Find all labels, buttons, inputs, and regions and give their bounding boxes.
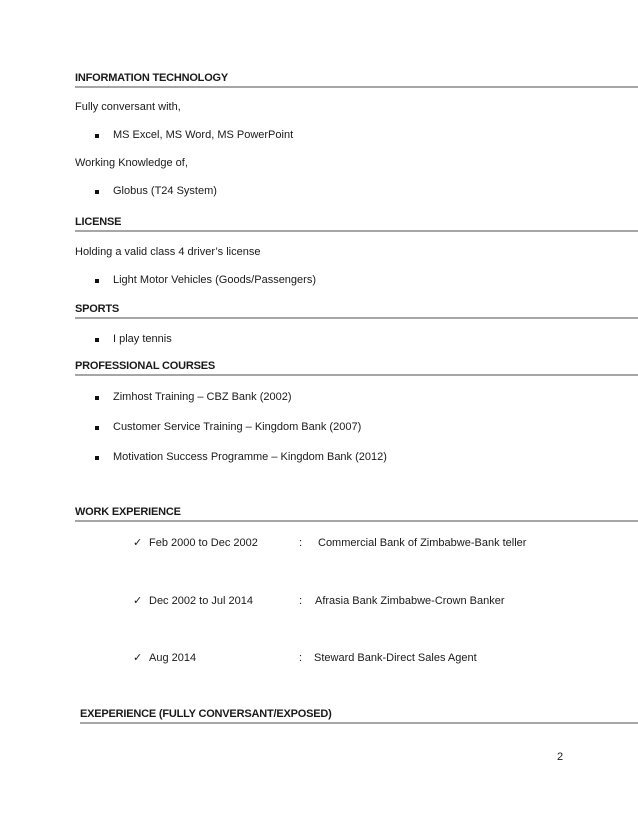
- square-bullet-icon: [95, 426, 99, 430]
- course-item: Motivation Success Programme – Kingdom Bank (2012): [113, 451, 387, 463]
- it-line-conversant: Fully conversant with,: [75, 101, 181, 113]
- course-item: Zimhost Training – CBZ Bank (2002): [113, 391, 292, 403]
- course-item: Customer Service Training – Kingdom Bank (2007): [113, 421, 362, 433]
- section-rule: [80, 722, 638, 724]
- section-rule: [75, 520, 638, 522]
- heading-license: LICENSE: [75, 216, 122, 228]
- heading-experience: EXEPERIENCE (FULLY CONVERSANT/EXPOSED): [80, 708, 332, 720]
- square-bullet-icon: [95, 338, 99, 342]
- work-role: Afrasia Bank Zimbabwe-Crown Banker: [315, 595, 505, 607]
- checkmark-icon: ✓: [133, 536, 143, 549]
- section-rule: [75, 86, 638, 88]
- sports-item: I play tennis: [113, 333, 172, 345]
- license-line: Holding a valid class 4 driver’s license: [75, 246, 261, 258]
- work-separator: :: [299, 652, 303, 664]
- license-item: Light Motor Vehicles (Goods/Passengers): [113, 274, 316, 286]
- section-rule: [75, 230, 638, 232]
- section-rule: [75, 374, 638, 376]
- checkmark-icon: ✓: [133, 594, 143, 607]
- square-bullet-icon: [95, 396, 99, 400]
- work-role: Steward Bank-Direct Sales Agent: [314, 652, 477, 664]
- square-bullet-icon: [95, 134, 99, 138]
- it-line-working-knowledge: Working Knowledge of,: [75, 157, 188, 169]
- heading-sports: SPORTS: [75, 303, 120, 315]
- it-item-globus: Globus (T24 System): [113, 185, 217, 197]
- work-period: Aug 2014: [149, 652, 197, 664]
- work-separator: :: [299, 595, 303, 607]
- heading-information-technology: INFORMATION TECHNOLOGY: [75, 72, 229, 84]
- checkmark-icon: ✓: [133, 651, 143, 664]
- square-bullet-icon: [95, 279, 99, 283]
- square-bullet-icon: [95, 190, 99, 194]
- heading-work-experience: WORK EXPERIENCE: [75, 506, 181, 518]
- square-bullet-icon: [95, 456, 99, 460]
- section-rule: [75, 317, 638, 319]
- work-period: Dec 2002 to Jul 2014: [149, 595, 253, 607]
- page-number: 2: [557, 751, 564, 763]
- it-item-office: MS Excel, MS Word, MS PowerPoint: [113, 129, 294, 141]
- work-period: Feb 2000 to Dec 2002: [149, 537, 258, 549]
- work-role: Commercial Bank of Zimbabwe-Bank teller: [318, 537, 527, 549]
- heading-professional-courses: PROFESSIONAL COURSES: [75, 360, 216, 372]
- work-separator: :: [299, 537, 303, 549]
